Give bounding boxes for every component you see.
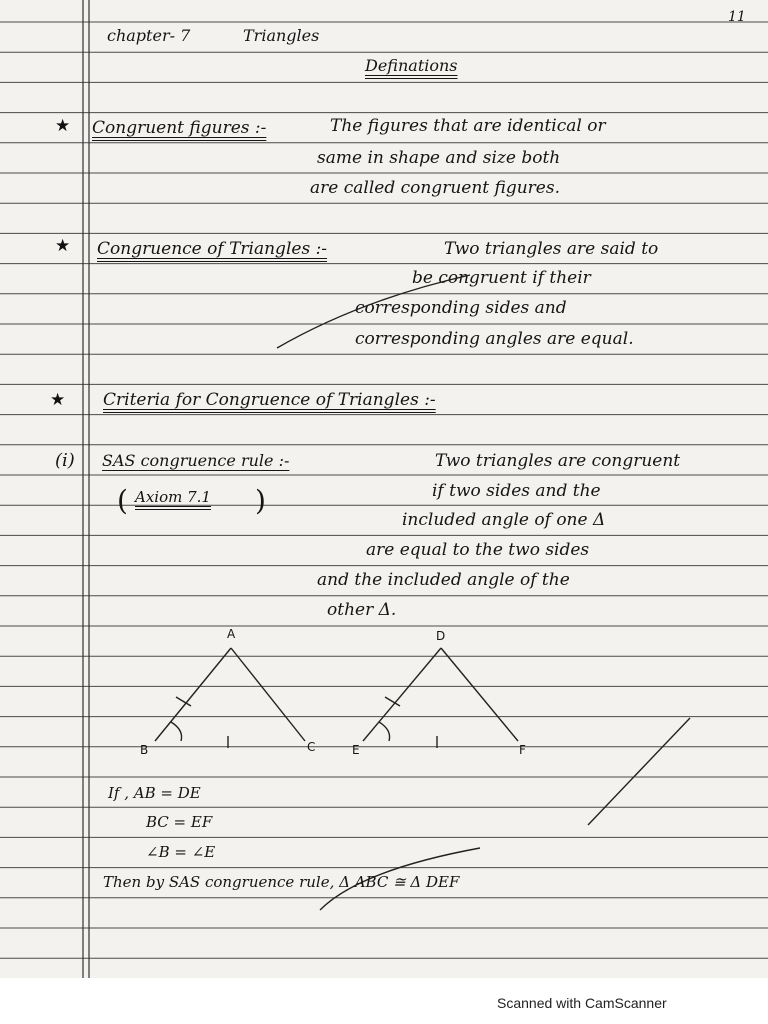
definition-line: same in shape and size both: [317, 148, 561, 168]
rule-line: included angle of one Δ: [402, 510, 606, 530]
rule-line: and the included angle of the: [317, 570, 570, 590]
condition-line: ∠B = ∠E: [146, 843, 216, 861]
axiom-right-paren: ): [255, 484, 266, 517]
tick-mark: [176, 697, 191, 706]
chapter-label: chapter- 7: [107, 26, 191, 45]
vertex-label: F: [519, 743, 526, 757]
scanner-watermark: Scanned with CamScanner: [497, 995, 667, 1011]
definition-line: are called congruent figures.: [310, 178, 560, 198]
criteria-heading: Criteria for Congruence of Triangles :-: [103, 390, 436, 410]
definition-term: Congruence of Triangles :-: [97, 239, 328, 259]
star-bullet-icon: ★: [55, 116, 71, 136]
star-bullet-icon: ★: [55, 236, 71, 256]
definition-line: The figures that are identical or: [330, 116, 606, 136]
conclusion-line: Then by SAS congruence rule, Δ ABC ≅ Δ DEF: [103, 873, 460, 891]
angle-arc: [379, 722, 390, 741]
vertex-label: C: [307, 740, 316, 754]
definition-line: corresponding sides and: [355, 298, 567, 318]
vertex-label: B: [140, 743, 149, 757]
definition-line: corresponding angles are equal.: [355, 329, 634, 349]
pen-stroke: [588, 718, 690, 825]
definition-term: Congruent figures :-: [92, 118, 267, 138]
side-ab: [155, 648, 231, 741]
condition-line: If , AB = DE: [108, 784, 201, 802]
star-bullet-icon: ★: [50, 390, 66, 410]
vertex-label: E: [352, 743, 360, 757]
definition-line: Two triangles are said to: [444, 239, 659, 259]
page-number: 11: [728, 9, 746, 25]
rule-line: other Δ.: [327, 600, 397, 620]
rule-line: if two sides and the: [432, 481, 601, 501]
side-ac: [231, 648, 305, 741]
axiom-label: Axiom 7.1: [135, 488, 211, 506]
tick-mark: [385, 697, 400, 706]
section-heading: Definations: [365, 56, 458, 75]
rule-name: SAS congruence rule :-: [102, 451, 290, 470]
chapter-title: Triangles: [243, 26, 320, 45]
definition-line: be congruent if their: [412, 268, 591, 288]
rule-line: are equal to the two sides: [366, 540, 590, 560]
rule-line: Two triangles are congruent: [435, 451, 681, 471]
condition-line: BC = EF: [146, 813, 213, 831]
side-de: [363, 648, 441, 741]
vertex-label: A: [227, 627, 236, 641]
axiom-left-paren: (: [117, 484, 128, 517]
side-df: [441, 648, 518, 741]
angle-arc: [171, 722, 182, 741]
vertex-label: D: [436, 629, 446, 643]
rule-number: (i): [55, 450, 75, 471]
pen-stroke: [277, 275, 470, 348]
